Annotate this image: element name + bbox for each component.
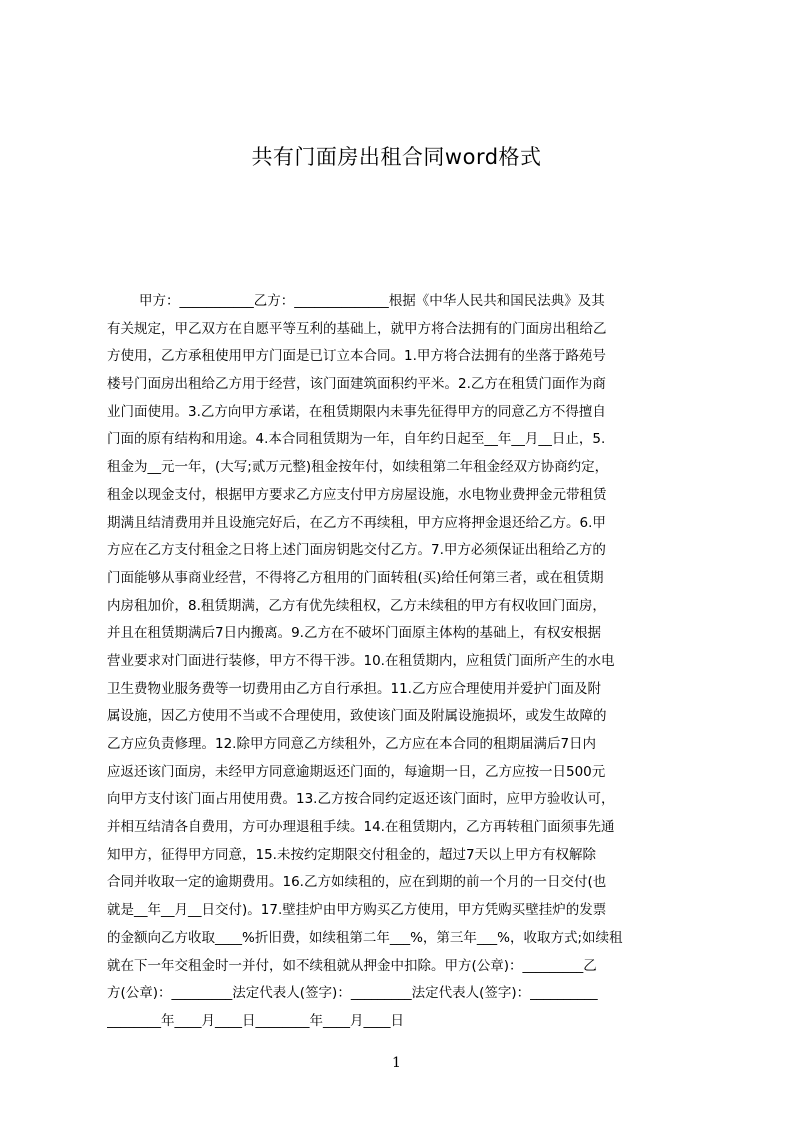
body-line: 方应在乙方支付租金之日将上述门面房钥匙交付乙方。7.甲方必须保证出租给乙方的 xyxy=(107,542,606,559)
body-line: 属设施，因乙方使用不当或不合理使用，致使该门面及附属设施损坏，或发生故障的 xyxy=(107,708,607,725)
body-line: 应返还该门面房，未经甲方同意逾期返还门面的，每逾期一日，乙方应按一日500元 xyxy=(107,763,606,780)
page-number: 1 xyxy=(392,1055,401,1071)
body-line: 知甲方，征得甲方同意，15.未按约定期限交付租金的，超过7天以上甲方有权解除 xyxy=(107,846,597,863)
body-line: 合同并收取一定的逾期费用。16.乙方如续租的，应在到期的前一个月的一日交付(也 xyxy=(107,874,607,891)
body-line: 租金为__元一年，(大写;贰万元整)租金按年付，如续租第二年租金经双方协商约定， xyxy=(107,459,609,476)
body-line: 卫生费物业服务费等一切费用由乙方自行承担。11.乙方应合理使用并爱护门面及附 xyxy=(107,680,601,697)
body-line: 租金以现金支付，根据甲方要求乙方应支付甲方房屋设施，水电物业费押金元带租赁 xyxy=(107,486,607,503)
body-line: 方使用，乙方承租使用甲方门面是已订立本合同。1.甲方将合法拥有的坐落于路苑号 xyxy=(107,348,606,365)
body-line: 甲方：___________乙方：______________根据《中华人民共和国民法典》及其 xyxy=(139,293,605,309)
body-line: 有关规定，甲乙双方在自愿平等互利的基础上，就甲方将合法拥有的门面房出租给乙 xyxy=(107,320,607,337)
body-line: 营业要求对门面进行装修，甲方不得干涉。10.在租赁期内，应租赁门面所产生的水电 xyxy=(107,652,615,669)
body-line: 向甲方支付该门面占用使用费。13.乙方按合同约定返还该门面时，应甲方验收认可， xyxy=(107,791,615,808)
body-line: 的金额向乙方收取____%折旧费，如续租第二年___%，第三年___%，收取方式;如续租 xyxy=(107,929,623,946)
body-line: 就是__年__月__日交付)。17.壁挂炉由甲方购买乙方使用，甲方凭购买壁挂炉的发票 xyxy=(107,902,607,919)
body-line: 方(公章)：_________法定代表人(签字)：_________法定代表人(签字)：__________ xyxy=(107,985,598,1002)
body-line: 就在下一年交租金时一并付，如不续租就从押金中扣除。甲方(公章)：_________乙 xyxy=(107,957,597,974)
contract-body xyxy=(107,288,697,1036)
document-title: 共有门面房出租合同word格式 xyxy=(251,145,542,169)
body-line: ________年____月____日________年____月____日 xyxy=(107,1012,404,1029)
body-line: 并相互结清各自费用，方可办理退租手续。14.在租赁期内，乙方再转租门面须事先通 xyxy=(107,819,615,836)
body-line: 期满且结清费用并且设施完好后，在乙方不再续租，甲方应将押金退还给乙方。6.甲 xyxy=(107,514,606,531)
body-line: 内房租加价，8.租赁期满，乙方有优先续租权，乙方未续租的甲方有权收回门面房， xyxy=(107,597,606,614)
body-line: 门面能够从事商业经营，不得将乙方租用的门面转租(买)给任何第三者，或在租赁期 xyxy=(107,569,604,586)
body-line: 并且在租赁期满后7日内搬离。9.乙方在不破坏门面原主体构的基础上，有权安根据 xyxy=(107,625,601,642)
body-line: 门面的原有结构和用途。4.本合同租赁期为一年，自年约日起至__年__月__日止，5. xyxy=(107,431,606,448)
body-line: 业门面使用。3.乙方向甲方承诺，在租赁期限内未事先征得甲方的同意乙方不得擅自 xyxy=(107,403,606,420)
body-line: 乙方应负责修理。12.除甲方同意乙方续租外，乙方应在本合同的租期届满后7日内 xyxy=(107,736,597,752)
body-line: 楼号门面房出租给乙方用于经营，该门面建筑面积约平米。2.乙方在租赁门面作为商 xyxy=(107,376,606,393)
